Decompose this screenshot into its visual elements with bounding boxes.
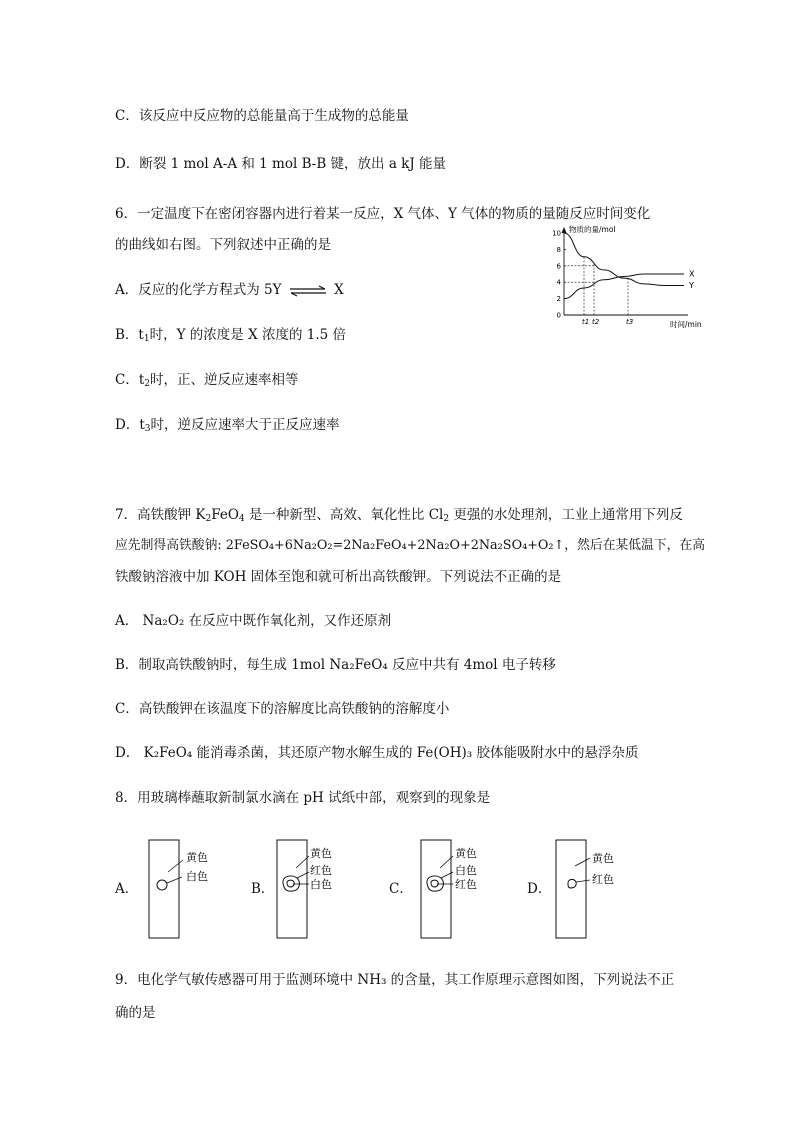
q6-d-text: 时，逆反应速率大于正反应速率 (150, 417, 340, 433)
q8-option-c-figure (420, 832, 500, 948)
y-tick-label: 0 (556, 311, 561, 320)
q6-option-b (115, 323, 346, 343)
q8-option-d-figure (555, 832, 635, 948)
q8-option-a-label: A． (115, 881, 139, 897)
q9-stem-line2: 确的是 (115, 1005, 156, 1021)
q6-c-text: 时，正、逆反应速率相等 (150, 372, 299, 388)
y-tick-label: 10 (552, 229, 561, 238)
q6-d-prefix: D．t (115, 417, 145, 433)
q7-option-c: C．高铁酸钾在该温度下的溶解度比高铁酸钠的溶解度小 (115, 701, 450, 717)
q6-stem-line2: 的曲线如右图。下列叙述中正确的是 (115, 237, 331, 253)
equilibrium-arrow-icon (288, 285, 328, 297)
series-line-y (564, 233, 684, 285)
y-axis-arrow-icon (562, 227, 567, 233)
q7-option-b: B．制取高铁酸钠时，每生成 1mol Na₂FeO₄ 反应中共有 4mol 电子转移 (115, 657, 556, 673)
q7-stem-line2: 应先制得高铁酸钠: 2FeSO₄+6Na₂O₂=2Na₂FeO₄+2Na₂O+2Na₂SO₄+O₂↑，然后在某低温下，在高 (115, 538, 706, 553)
q7-option-a: A． Na₂O₂ 在反应中既作氧化剂，又作还原剂 (115, 613, 392, 629)
q5-option-d: D．断裂 1 mol A-A 和 1 mol B-B 键，放出 a kJ 能量 (115, 156, 447, 172)
q8-d-color-1: 黄色 (592, 852, 614, 865)
x-tick-label: t2 (592, 318, 600, 326)
y-tick-label: 8 (556, 245, 561, 254)
q7-stem-line1 (115, 503, 683, 523)
q6-option-a-text: A．反应的化学方程式为 5Y (115, 282, 282, 298)
q8-b-color-3: 白色 (310, 878, 332, 891)
q8-option-b-label: B． (251, 881, 275, 897)
q6-d-subscript: 3 (144, 424, 151, 434)
q8-c-color-2: 白色 (455, 864, 477, 877)
x-tick-label: t3 (626, 318, 634, 326)
q8-option-c-label: C． (389, 881, 413, 897)
y-tick-label: 6 (556, 262, 561, 271)
q8-option-d-label: D． (527, 881, 552, 897)
q7-l1-sub1: 2 (205, 514, 212, 524)
series-label-x: X (689, 269, 695, 279)
q8-a-color-1: 黄色 (186, 851, 208, 864)
q7-l1-a: 7．高铁酸钾 K (115, 507, 206, 523)
q6-stem-line1: 6．一定温度下在密闭容器内进行着某一反应，X 气体、Y 气体的物质的量随反应时间变化 (115, 206, 651, 222)
q7-stem-line3: 铁酸钠溶液中加 KOH 固体至饱和就可析出高铁酸钾。下列说法不正确的是 (115, 569, 562, 585)
y-tick-label: 4 (556, 278, 561, 287)
amount-vs-time-chart (548, 221, 702, 333)
q8-b-color-1: 黄色 (310, 847, 332, 860)
q8-a-color-2: 白色 (186, 870, 208, 883)
q6-option-c (115, 368, 299, 388)
q8-option-b-figure (276, 832, 356, 948)
q6-option-d (115, 413, 339, 433)
q8-c-color-1: 黄色 (455, 847, 477, 860)
q6-b-prefix: B．t (115, 327, 144, 343)
q6-c-prefix: C．t (115, 372, 145, 388)
q7-l1-b: FeO (211, 507, 239, 523)
y-axis-label: 物质的量/mol (569, 225, 616, 234)
q8-option-a-figure (148, 832, 228, 948)
q6-option-a-product: X (334, 282, 344, 298)
q7-l1-c: 是一种新型、高效、氧化性比 Cl (244, 507, 444, 523)
q6-b-subscript: 1 (143, 334, 150, 344)
q6-b-text: 时，Y 的浓度是 X 浓度的 1.5 倍 (149, 327, 347, 343)
x-axis-label: 时间/min (670, 320, 702, 329)
q8-stem: 8．用玻璃棒蘸取新制氯水滴在 pH 试纸中部，观察到的现象是 (115, 790, 491, 806)
y-tick-label: 2 (556, 295, 561, 304)
q8-c-color-3: 红色 (455, 878, 477, 891)
q5-option-c: C．该反应中反应物的总能量高于生成物的总能量 (115, 108, 409, 124)
q7-l1-d: 更强的水处理剂，工业上通常用下列反 (449, 507, 683, 523)
q7-option-d: D． K₂FeO₄ 能消毒杀菌，其还原产物水解生成的 Fe(OH)₃ 胶体能吸附水中的悬浮杂质 (115, 745, 639, 761)
q6-option-a (115, 278, 344, 298)
q8-d-color-2: 红色 (592, 873, 614, 886)
q7-l1-sub3: 2 (443, 514, 450, 524)
q9-stem-line1: 9．电化学气敏传感器可用于监测环境中 NH₃ 的含量，其工作原理示意图如图，下列说法不正 (115, 972, 675, 988)
x-tick-label: t1 (582, 318, 590, 326)
q8-b-color-2: 红色 (310, 864, 332, 877)
q7-l1-sub2: 4 (238, 514, 245, 524)
series-label-y: Y (689, 280, 694, 290)
q6-c-subscript: 2 (144, 379, 150, 389)
